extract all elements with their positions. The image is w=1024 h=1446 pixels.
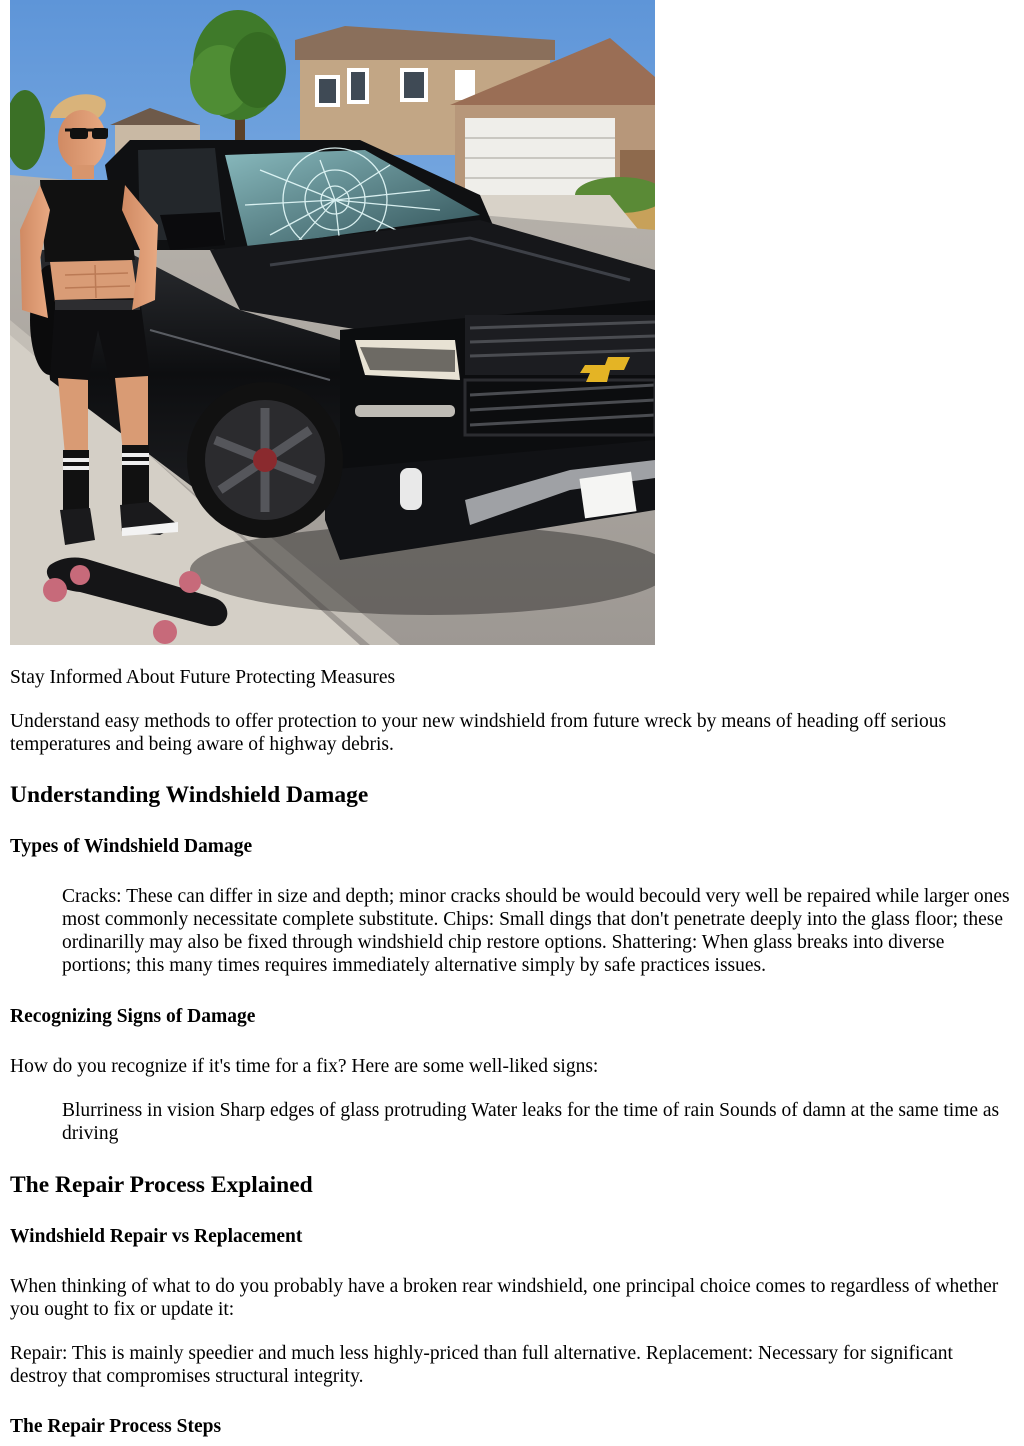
article-caption: Stay Informed About Future Protecting Measures: [10, 667, 396, 688]
signs-intro-paragraph: How do you recognize if it's time for a fix? Here are some well-liked signs:: [10, 1056, 599, 1077]
hero-image: [10, 0, 655, 645]
repair-replacement-paragraph: Repair: This is mainly speedier and much less highly-priced than full alternative. Replacement: Necessary for significant destroy that compromises structural integrity.: [10, 1343, 953, 1387]
repair-choice-paragraph: When thinking of what to do you probably have a broken rear windshield, one principal choice comes to regardless of whether you ought to fix or update it:: [10, 1276, 999, 1320]
subheading-repair-steps: The Repair Process Steps: [10, 1416, 222, 1437]
intro-paragraph: Understand easy methods to offer protection to your new windshield from future wreck by means of heading off serious temperatures and being aware of highway debris.: [10, 711, 947, 755]
section-heading-repair: The Repair Process Explained: [10, 1172, 313, 1198]
article-page: [10, 0, 1010, 1438]
subheading-repair-vs-replacement: Windshield Repair vs Replacement: [10, 1226, 303, 1247]
damage-types-quote: Cracks: These can differ in size and depth; minor cracks should be would becould very well be repaired while larger ones most commonly necessitate complete substitute. Chips: Small dings that don't penetrate deeply into the glass floor; these ordinarilly may also be fixed through windshield chip restore options. Shattering: When glass breaks into diverse portions; this many times requires immediately alternative simply by safe practices issues.: [62, 886, 1010, 976]
signs-list-quote: Blurriness in vision Sharp edges of glass protruding Water leaks for the time of rain Sounds of damn at the same time as driving: [62, 1100, 1000, 1144]
subheading-damage-signs: Recognizing Signs of Damage: [10, 1006, 256, 1027]
section-heading-damage: Understanding Windshield Damage: [10, 782, 369, 808]
subheading-damage-types: Types of Windshield Damage: [10, 836, 253, 857]
